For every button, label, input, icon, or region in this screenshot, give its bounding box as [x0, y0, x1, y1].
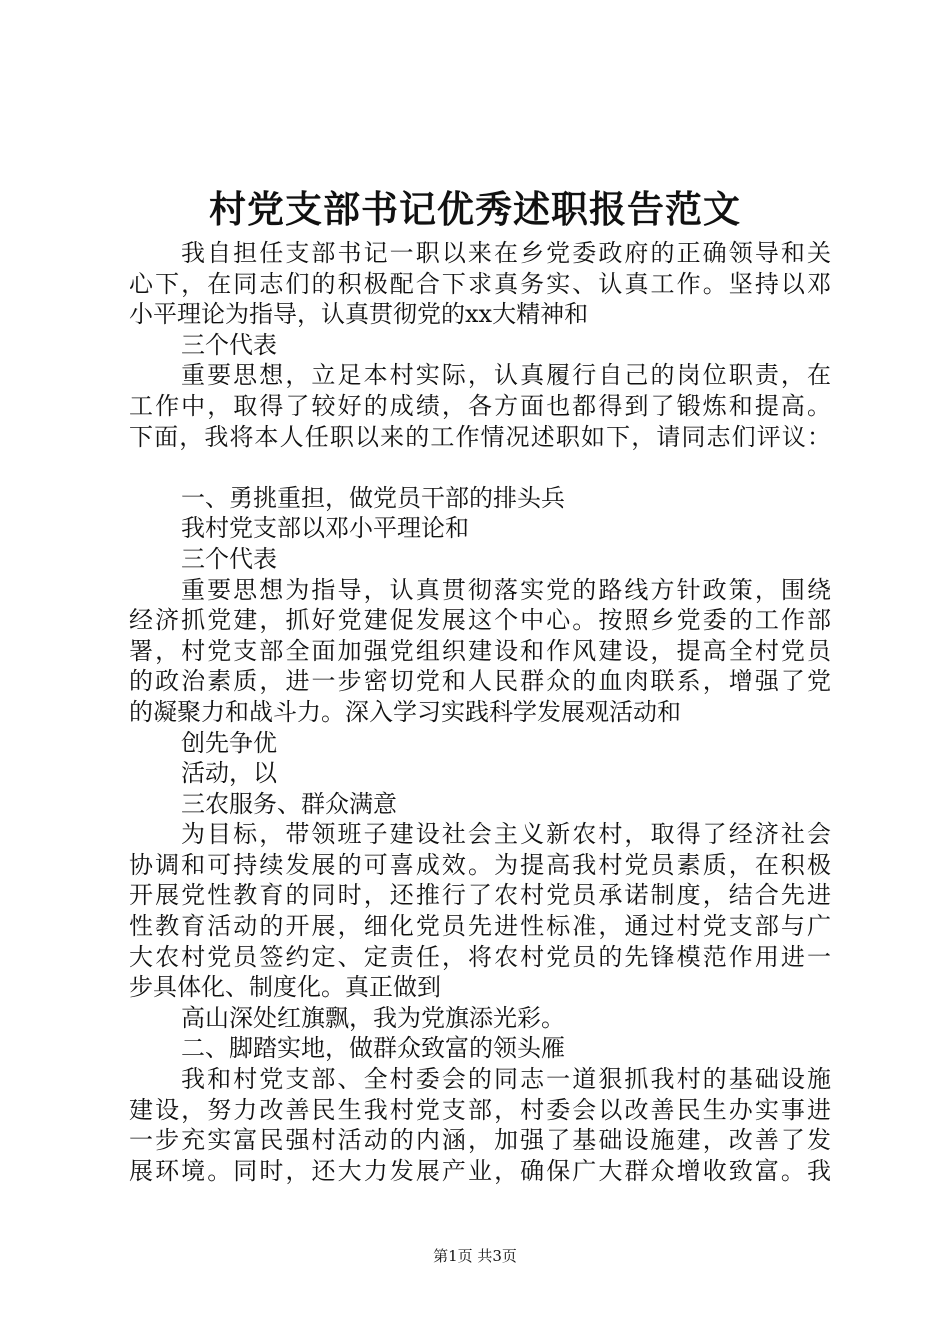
- text-line: 建设，努力改善民生我村党支部，村委会以改善民生办实事进: [129, 1095, 831, 1124]
- text-line: 重要思想为指导，认真贯彻落实党的路线方针政策，围绕: [181, 575, 831, 604]
- text-line: 我村党支部以邓小平理论和: [181, 514, 469, 543]
- text-line: 二、脚踏实地，做群众致富的领头雁: [181, 1034, 565, 1063]
- text-line: 活动，以: [181, 759, 277, 788]
- text-line: 一步充实富民强村活动的内涵，加强了基础设施建，改善了发: [129, 1126, 831, 1155]
- text-line: 我和村党支部、全村委会的同志一道狠抓我村的基础设施: [181, 1065, 831, 1094]
- text-line: 重要思想，立足本村实际，认真履行自己的岗位职责，在: [181, 361, 831, 390]
- text-line: 三农服务、群众满意: [181, 789, 397, 818]
- text-line: 下面，我将本人任职以来的工作情况述职如下，请同志们评议：: [129, 422, 831, 451]
- text-line: 的凝聚力和战斗力。深入学习实践科学发展观活动和: [129, 697, 681, 726]
- text-line: 的政治素质，进一步密切党和人民群众的血肉联系，增强了党: [129, 667, 831, 696]
- text-line: 步具体化、制度化。真正做到: [129, 973, 441, 1002]
- blank-line: [129, 452, 831, 483]
- text-line: 署，村党支部全面加强党组织建设和作风建设，提高全村党员: [129, 636, 831, 665]
- text-line: 小平理论为指导，认真贯彻党的xx大精神和: [129, 300, 589, 329]
- text-line: 三个代表: [181, 544, 277, 573]
- text-line: 协调和可持续发展的可喜成效。为提高我村党员素质，在积极: [129, 850, 831, 879]
- text-line: 创先争优: [181, 728, 277, 757]
- text-line: 经济抓党建，抓好党建促发展这个中心。按照乡党委的工作部: [129, 606, 831, 635]
- body-text: [129, 238, 831, 1186]
- text-line: 我自担任支部书记一职以来在乡党委政府的正确领导和关: [181, 239, 831, 267]
- text-line: 心下，在同志们的积极配合下求真务实、认真工作。坚持以邓: [129, 269, 831, 298]
- text-line: 开展党性教育的同时，还推行了农村党员承诺制度，结合先进: [129, 881, 831, 910]
- page-title: 村党支部书记优秀述职报告范文: [209, 187, 741, 231]
- text-line: 大农村党员签约定、定责任，将农村党员的先锋模范作用进一: [129, 942, 831, 971]
- text-line: 展环境。同时，还大力发展产业，确保广大群众增收致富。我: [129, 1156, 831, 1185]
- text-line: 一、勇挑重担，做党员干部的排头兵: [181, 483, 565, 512]
- text-line: 性教育活动的开展，细化党员先进性标准，通过村党支部与广: [129, 912, 831, 941]
- text-line: 为目标，带领班子建设社会主义新农村，取得了经济社会: [181, 820, 831, 849]
- text-line: 高山深处红旗飘，我为党旗添光彩。: [181, 1003, 565, 1032]
- text-line: 工作中，取得了较好的成绩，各方面也都得到了锻炼和提高。: [129, 391, 831, 420]
- text-line: 三个代表: [181, 330, 277, 359]
- page-footer: 第1页 共3页: [433, 1247, 517, 1265]
